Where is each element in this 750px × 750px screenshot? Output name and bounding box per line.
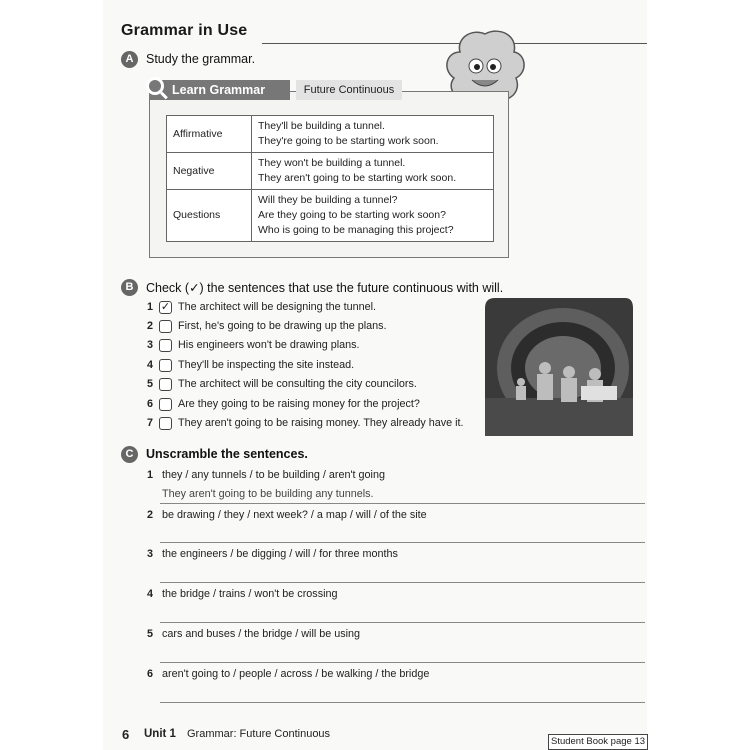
- item-prompt: the bridge / trains / won't be crossing: [162, 588, 338, 600]
- example-line: Will they be building a tunnel?: [258, 194, 398, 206]
- page-title: Grammar in Use: [121, 22, 248, 39]
- checkbox[interactable]: ✓: [160, 300, 171, 313]
- item-number: 4: [147, 588, 154, 600]
- checkbox[interactable]: [159, 417, 172, 430]
- learn-grammar-label: Learn Grammar: [150, 80, 290, 100]
- page-number: 6: [122, 727, 130, 742]
- checkbox[interactable]: [159, 359, 172, 372]
- checkbox[interactable]: [159, 339, 172, 352]
- row-label: Affirmative: [167, 116, 252, 153]
- item-text: Are they going to be raising money for the project?: [178, 398, 420, 410]
- section-b-heading: Check (✓) the sentences that use the future continuous with will.: [146, 281, 504, 295]
- item-number: 2: [147, 320, 154, 332]
- unscramble-item: [147, 547, 398, 562]
- answer-line[interactable]: [160, 503, 645, 504]
- answer-example: They aren't going to be building any tunnels.: [162, 488, 374, 500]
- item-number: 7: [147, 417, 154, 429]
- table-row-negative: [167, 153, 494, 190]
- unit-label: Unit 1: [144, 728, 176, 740]
- check-item: [147, 337, 360, 353]
- section-c-badge: C: [121, 446, 138, 463]
- answer-line[interactable]: [160, 542, 645, 543]
- item-text: They aren't going to be raising money. They already have it.: [178, 417, 464, 429]
- item-number: 5: [147, 378, 154, 390]
- example-line: They aren't going to be starting work soon.: [258, 172, 457, 184]
- item-prompt: cars and buses / the bridge / will be using: [162, 628, 361, 640]
- answer-line[interactable]: [160, 582, 645, 583]
- answer-line[interactable]: [160, 622, 645, 623]
- student-book-page-ref: Student Book page 13: [548, 734, 648, 750]
- learn-grammar-topic: Future Continuous: [296, 80, 402, 100]
- section-a-heading: Study the grammar.: [146, 52, 256, 66]
- unscramble-item: [147, 587, 338, 602]
- check-item: [147, 415, 464, 431]
- tunnel-workers-photo: [485, 298, 633, 436]
- item-prompt: aren't going to / people / across / be walking / the bridge: [162, 668, 430, 680]
- item-text: They'll be inspecting the site instead.: [178, 359, 355, 371]
- example-line: Are they going to be starting work soon?: [258, 209, 446, 221]
- item-prompt: they / any tunnels / to be building / aren't going: [162, 469, 385, 481]
- section-b-badge: B: [121, 279, 138, 296]
- checkbox[interactable]: [159, 398, 172, 411]
- unscramble-item: [147, 508, 427, 523]
- table-row-questions: [167, 190, 494, 242]
- item-number: 3: [147, 339, 154, 351]
- item-number: 1: [147, 469, 154, 481]
- item-prompt: the engineers / be digging / will / for three months: [162, 548, 398, 560]
- unscramble-item: [147, 667, 429, 682]
- footer-topic: Grammar: Future Continuous: [187, 728, 331, 740]
- item-text: His engineers won't be drawing plans.: [178, 339, 360, 351]
- row-examples: [252, 190, 494, 242]
- checkbox[interactable]: [159, 378, 172, 391]
- checkbox[interactable]: [159, 320, 172, 333]
- item-prompt: be drawing / they / next week? / a map / will / of the site: [162, 509, 427, 521]
- example-line: They won't be building a tunnel.: [258, 157, 406, 169]
- row-examples: [252, 116, 494, 153]
- check-item: [147, 376, 417, 392]
- item-number: 6: [147, 398, 154, 410]
- unscramble-item: [147, 468, 385, 483]
- item-number: 3: [147, 548, 154, 560]
- item-text: The architect will be designing the tunnel.: [178, 301, 377, 313]
- item-number: 6: [147, 668, 154, 680]
- table-row-affirmative: [167, 116, 494, 153]
- item-number: 2: [147, 509, 154, 521]
- check-item: [147, 318, 387, 334]
- row-label: Questions: [167, 190, 252, 242]
- example-line: They're going to be starting work soon.: [258, 135, 439, 147]
- row-examples: [252, 153, 494, 190]
- example-line: They'll be building a tunnel.: [258, 120, 385, 132]
- row-label: Negative: [167, 153, 252, 190]
- section-c-heading: Unscramble the sentences.: [146, 447, 308, 461]
- section-a-badge: A: [121, 51, 138, 68]
- grammar-table: [166, 115, 494, 242]
- item-number: 4: [147, 359, 154, 371]
- item-number: 5: [147, 628, 154, 640]
- answer-line[interactable]: [160, 662, 645, 663]
- item-text: First, he's going to be drawing up the plans.: [178, 320, 387, 332]
- example-line: Who is going to be managing this project?: [258, 224, 454, 236]
- check-item: [147, 299, 376, 315]
- answer-line[interactable]: [160, 702, 645, 703]
- unscramble-item: [147, 627, 360, 642]
- item-text: The architect will be consulting the city councilors.: [178, 378, 417, 390]
- check-item: [147, 396, 420, 412]
- item-number: 1: [147, 301, 154, 313]
- check-item: [147, 357, 354, 373]
